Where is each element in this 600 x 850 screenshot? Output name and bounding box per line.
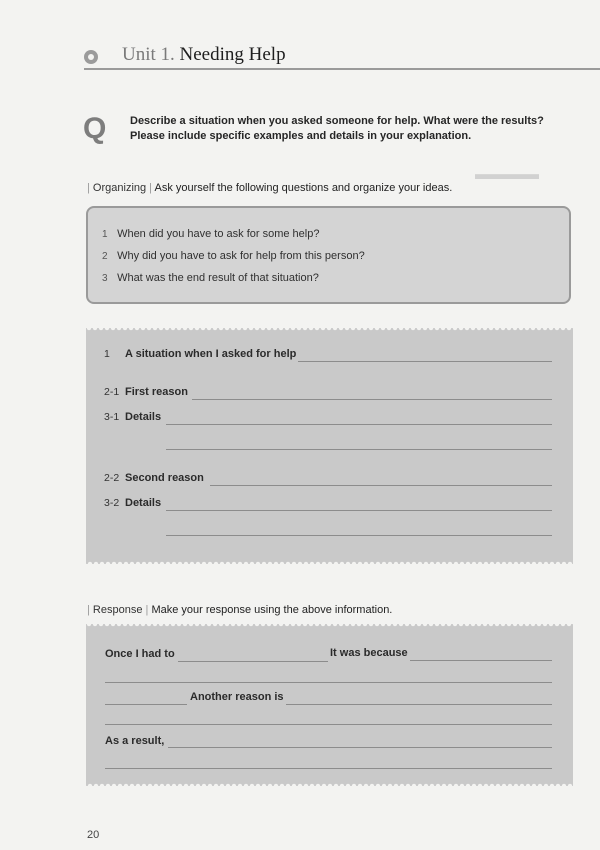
organizing-header: | Organizing | Ask yourself the following questions and organize your ideas. [87,182,453,194]
answer-line[interactable] [166,424,552,425]
outline-row-second-reason [86,472,573,488]
bleed-through-mark: ▬▬▬▬ [475,166,539,183]
response-panel [86,624,573,786]
answer-line[interactable] [168,747,552,748]
unit-title [122,44,286,66]
answer-line[interactable] [178,661,328,662]
response-because-label: It was because [330,647,408,659]
outline-label: Second reason [125,472,204,484]
outline-number: 2-2 [104,472,120,484]
outline-label: A situation when I asked for help [125,348,297,360]
question-number: 2 [102,251,108,262]
question-text: What was the end result of that situation? [117,272,319,284]
unit-name: Needing Help [179,44,286,65]
outline-row-situation [86,348,573,364]
organizing-tag: Organizing [92,182,147,194]
question-letter: Q [83,112,107,145]
answer-line[interactable] [192,399,552,400]
question-text: When did you have to ask for some help? [117,228,320,240]
outline-number: 3-1 [104,411,120,423]
outline-panel [86,328,573,564]
organizing-instruction: Ask yourself the following questions and organize your ideas. [154,182,453,194]
question-number: 1 [102,229,108,240]
question-number: 3 [102,273,108,284]
response-instruction: Make your response using the above information. [151,604,393,616]
answer-line[interactable] [166,449,552,450]
answer-line[interactable] [210,485,552,486]
question-text: Describe a situation when you asked someone for help. What were the results? Please include specific examples and details in your explanation. [130,115,544,142]
outline-number: 3-2 [104,497,120,509]
response-another-reason-label: Another reason is [190,691,284,703]
organizing-question [102,228,365,250]
organizing-question-list [102,228,365,294]
outline-number: 2-1 [104,386,120,398]
answer-line[interactable] [166,535,552,536]
answer-line[interactable] [105,704,187,705]
answer-line[interactable] [105,724,552,725]
answer-line[interactable] [166,510,552,511]
question-text: Why did you have to ask for help from this person? [117,250,365,262]
outline-number: 1 [104,348,110,360]
answer-line[interactable] [286,704,552,705]
unit-label: Unit 1. [122,44,175,65]
outline-label: Details [125,411,162,423]
bullet-circle-icon [84,50,98,64]
outline-row-first-reason [86,386,573,402]
outline-row-details-1 [86,411,573,427]
answer-line[interactable] [105,682,552,683]
response-result-label: As a result, [105,735,165,747]
outline-row-details-2 [86,497,573,513]
organizing-questions-box [86,206,571,304]
header-divider [84,68,600,70]
answer-line[interactable] [105,768,552,769]
outline-label: Details [125,497,162,509]
answer-line[interactable] [298,361,552,362]
unit-header [84,44,600,74]
organizing-question [102,272,365,294]
page-number: 20 [87,829,100,841]
response-tag: Response [92,604,143,616]
response-once-label: Once I had to [105,648,175,660]
answer-line[interactable] [410,660,552,661]
organizing-question [102,250,365,272]
response-header: | Response | Make your response using the above information. [87,604,393,616]
outline-label: First reason [125,386,188,398]
